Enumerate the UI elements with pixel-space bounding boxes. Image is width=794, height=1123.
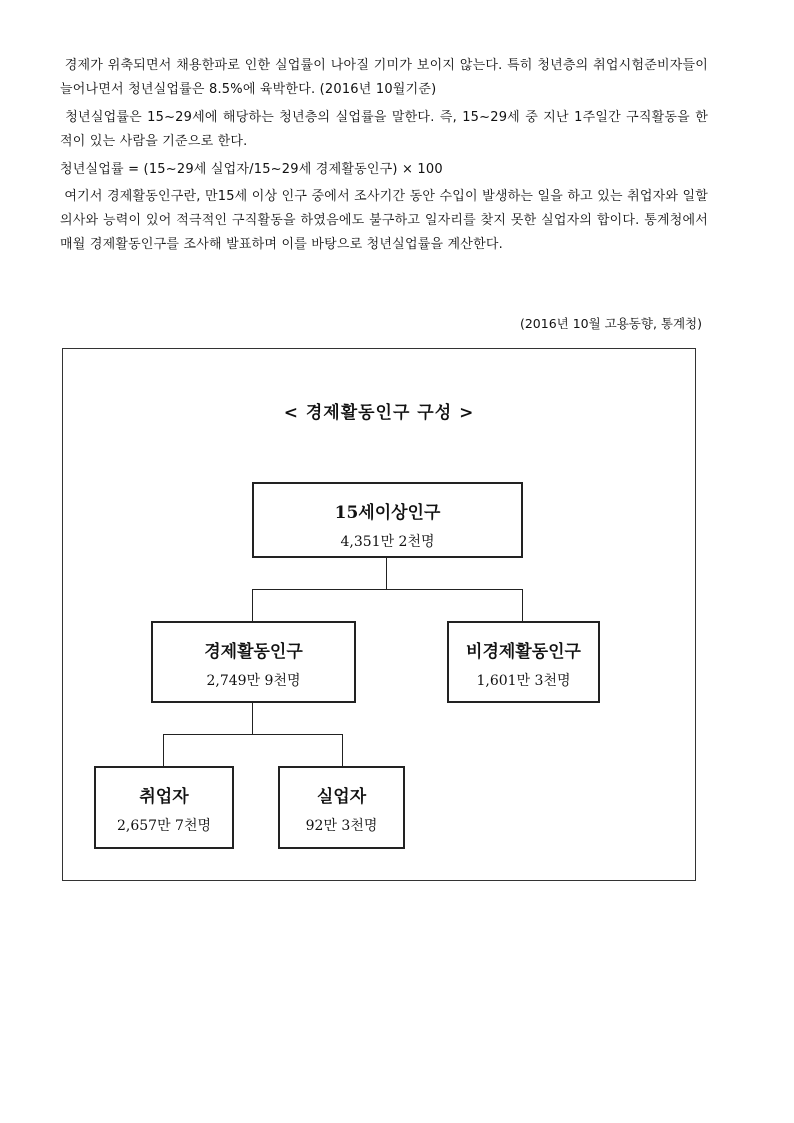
- node-name: 비경제활동인구: [466, 642, 581, 662]
- node-economically-active: [151, 621, 356, 703]
- connector-line: [386, 557, 387, 590]
- node-employed: [94, 766, 234, 849]
- intro-paragraph: [60, 54, 708, 102]
- explanation-text: 여기서 경제활동인구란, 만15세 이상 인구 중에서 조사기간 동안 수입이 발생하는 일을 하고 있는 취업자와 일할 의사와 능력이 있어 적극적인 구직활동을 하였음에도 불구하고 일자리를 찾지 못한 실업자의 합이다. 통계청에서 매월 경제활동인구를 조사해 발표하며 이를 바탕으로 청년실업률을 계산한다.: [60, 189, 708, 252]
- formula-paragraph: [60, 158, 708, 182]
- formula-text: 청년실업률 = (15~29세 실업자/15~29세 경제활동인구) × 100: [60, 162, 443, 177]
- node-value: 4,351만 2천명: [340, 534, 435, 550]
- connector-line: [163, 734, 343, 735]
- node-unemployed: [278, 766, 405, 849]
- figure-title: < 경제활동인구 구성 >: [283, 403, 475, 423]
- node-value: 2,749만 9천명: [206, 673, 301, 689]
- intro-text: 경제가 위축되면서 채용한파로 인한 실업률이 나아질 기미가 보이지 않는다. 특히 청년층의 취업시험준비자들이 늘어나면서 청년실업률은 8.5%에 육박한다. (2016년 10월기준): [60, 58, 708, 97]
- node-name: 15세이상인구: [334, 503, 441, 523]
- connector-line: [522, 589, 523, 622]
- connector-line: [252, 589, 523, 590]
- connector-line: [252, 589, 253, 622]
- connector-line: [163, 734, 164, 767]
- source-citation: (2016년 10월 고용동향, 통계청): [519, 316, 702, 331]
- node-name: 경제활동인구: [204, 642, 303, 662]
- connector-line: [252, 702, 253, 735]
- node-name: 실업자: [316, 787, 367, 807]
- node-value: 2,657만 7천명: [116, 818, 211, 834]
- node-name: 취업자: [139, 787, 189, 807]
- explanation-paragraph: [60, 185, 708, 257]
- node-total-population: [252, 482, 523, 558]
- connector-line: [342, 734, 343, 767]
- definition-paragraph: [60, 106, 708, 154]
- definition-text: 청년실업률은 15~29세에 해당하는 청년층의 실업률을 말한다. 즉, 15~29세 중 지난 1주일간 구직활동을 한 적이 있는 사람을 기준으로 한다.: [60, 110, 708, 149]
- node-value: 1,601만 3천명: [476, 673, 571, 689]
- node-economically-inactive: [447, 621, 600, 703]
- node-value: 92만 3천명: [305, 818, 378, 834]
